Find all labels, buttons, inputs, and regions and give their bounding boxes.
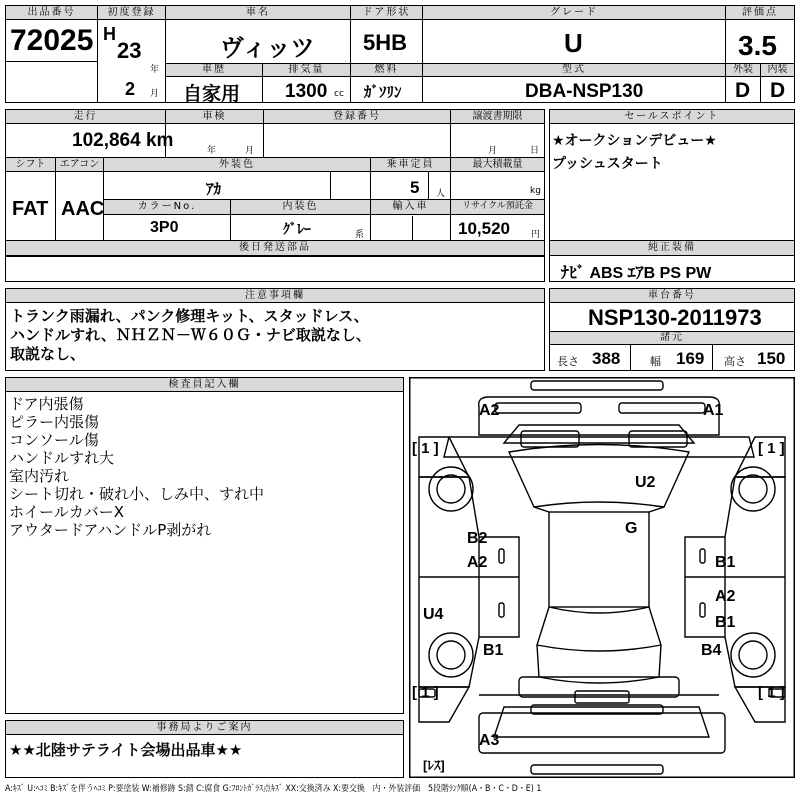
first-registration-header: 初度登録 [98, 6, 165, 20]
inspection-month-unit: 月 [245, 146, 255, 156]
exterior-color: ｱｶ [206, 181, 222, 198]
chassis-header: 車台番号 [550, 289, 794, 303]
damage-mark: B2 [467, 530, 488, 547]
transfer-month-unit: 月 [488, 146, 498, 156]
model: DBA-NSP130 [525, 81, 644, 102]
damage-mark: A1 [703, 402, 724, 419]
fuel-header: 燃料 [351, 64, 422, 77]
car-damage-diagram [409, 377, 795, 778]
damage-mark: A2 [467, 554, 488, 571]
color-number-header: カラーNo. [104, 200, 230, 215]
tire-rating: [ 1 ] [758, 684, 785, 701]
history-header: 車歴 [166, 64, 262, 77]
exterior-score: D [735, 79, 751, 102]
inspector-header: 検査員記入欄 [6, 378, 403, 392]
door-type: 5HB [363, 30, 408, 55]
registration-month: 2 [125, 79, 136, 99]
inspector-line: ピラー内張傷 [9, 413, 100, 431]
load-unit: kg [530, 186, 541, 196]
inspector-line: ホイールカバーX [9, 503, 124, 521]
displacement: 1300 [285, 81, 328, 102]
mileage-header: 走行 [6, 110, 165, 124]
damage-mark: A2 [715, 588, 736, 605]
interior-color-suffix: 系 [355, 230, 365, 240]
transfer-day-unit: 日 [530, 146, 540, 156]
shift: FAT [12, 198, 49, 220]
damage-mark: B1 [483, 642, 504, 659]
damage-mark: U4 [423, 606, 444, 623]
caution-line: 取説なし、 [10, 345, 86, 363]
damage-mark: A3 [479, 732, 500, 749]
shift-header: シフト [6, 158, 55, 172]
import-header: 輸入車 [371, 200, 450, 215]
width: 169 [676, 349, 705, 368]
lot-number: 72025 [10, 24, 94, 57]
aircon-header: エアコン [56, 158, 103, 172]
displacement-header: 排気量 [263, 64, 350, 77]
model-header: 型式 [423, 64, 725, 77]
door-type-header: ドア形状 [351, 6, 422, 20]
equipment: ﾅﾋﾞ ABS ｴｱB PS PW [561, 265, 712, 282]
inspector-line: ドア内張傷 [9, 395, 84, 413]
grade: U [564, 28, 583, 58]
spare-tire-rating: [ﾚｽ] [423, 758, 445, 773]
mileage: 102,864 km [72, 130, 174, 151]
inspection-header: 車検 [166, 110, 263, 124]
registration-number-header: 登録番号 [264, 110, 450, 124]
inspector-line: コンソール傷 [9, 431, 99, 449]
recycle-deposit-header: リサイクル預託金 [451, 200, 544, 215]
sales-point-line: ★オークションデビュー★ [552, 133, 717, 149]
car-name: ヴィッツ [220, 35, 315, 62]
inspection-year-unit: 年 [207, 146, 217, 156]
score-header: 評価点 [726, 6, 794, 20]
color-header: 外装色 [104, 158, 370, 172]
damage-mark: B4 [701, 642, 722, 659]
capacity-unit: 人 [436, 189, 446, 199]
max-load-header: 最大積載量 [451, 158, 544, 172]
legend: A:ｷｽﾞ U:ﾍｺﾐ B:ｷｽﾞを伴うﾍｺﾐ P:要塗装 W:補修跡 S:錆 C:腐食 G:ﾌﾛﾝﾄｶﾞﾗｽ点ｷｽﾞ XX:交換済み X:要交換 内・外装評価 5段階ﾗﾝｸ順(A・B・C・D・E) 1 [5, 784, 542, 794]
inspector-line: シート切れ・破れ小、しみ中、すれ中 [9, 485, 265, 503]
height-label: 高さ [724, 355, 746, 368]
inspector-line: ハンドルすれ大 [9, 449, 115, 467]
caution-line: ハンドルすれ、ＮＨＺＮ－Ｗ６０Ｇ・ナビ取説なし、 [10, 326, 371, 344]
caution-header: 注意事項欄 [6, 289, 544, 303]
chassis-number: NSP130-2011973 [588, 305, 762, 330]
interior-score: D [770, 79, 786, 102]
grade-header: グレード [423, 6, 725, 20]
tire-rating: [ 1 ] [412, 684, 439, 701]
inspector-line: 室内汚れ [9, 467, 70, 485]
displacement-unit: cc [334, 89, 344, 99]
interior-header: 内装 [761, 64, 794, 77]
length: 388 [592, 349, 621, 368]
damage-mark: B1 [715, 614, 736, 631]
color-number: 3P0 [150, 219, 179, 236]
sales-point-header: セールスポイント [550, 110, 794, 124]
length-label: 長さ [557, 355, 579, 368]
office-text: ★★北陸サテライト会場出品車★★ [9, 741, 243, 759]
fuel: ｶﾞｿﾘﾝ [364, 84, 402, 101]
damage-mark: A2 [479, 402, 500, 419]
capacity-header: 乗車定員 [371, 158, 450, 172]
score: 3.5 [738, 30, 777, 61]
later-parts-header: 後日発送部品 [6, 241, 544, 256]
damage-mark: B1 [715, 554, 736, 571]
specs-header: 諸元 [550, 332, 794, 345]
exterior-header: 外装 [726, 64, 760, 77]
caution-line: トランク雨漏れ、パンク修理キット、スタッドレス、 [10, 307, 369, 325]
year-unit: 年 [150, 65, 160, 75]
inspector-line: アウタードアハンドルP剥がれ [9, 521, 212, 539]
height: 150 [757, 349, 786, 368]
office-header: 事務局よりご案内 [6, 721, 403, 735]
sales-point-line: プッシュスタート [552, 156, 663, 172]
month-unit: 月 [150, 89, 160, 99]
aircon: AAC [61, 198, 105, 220]
recycle-unit: 円 [531, 230, 541, 240]
lot-number-header: 出品番号 [6, 6, 97, 20]
interior-color-header: 内装色 [231, 200, 370, 215]
tire-rating: [ 1 ] [758, 440, 785, 457]
registration-year: 23 [117, 38, 142, 63]
equipment-header: 純正装備 [550, 241, 794, 256]
width-label: 幅 [650, 355, 661, 368]
history: 自家用 [183, 84, 241, 105]
era-letter: H [103, 24, 116, 44]
capacity: 5 [410, 178, 420, 197]
interior-color: ｸﾞﾚｰ [283, 221, 311, 237]
car-name-header: 車名 [166, 6, 350, 20]
transfer-deadline-header: 譲渡書期限 [451, 110, 544, 124]
tire-rating: [ 1 ] [412, 440, 439, 457]
damage-mark: G [625, 520, 638, 537]
recycle-deposit: 10,520 [458, 219, 510, 238]
damage-mark: U2 [635, 474, 656, 491]
